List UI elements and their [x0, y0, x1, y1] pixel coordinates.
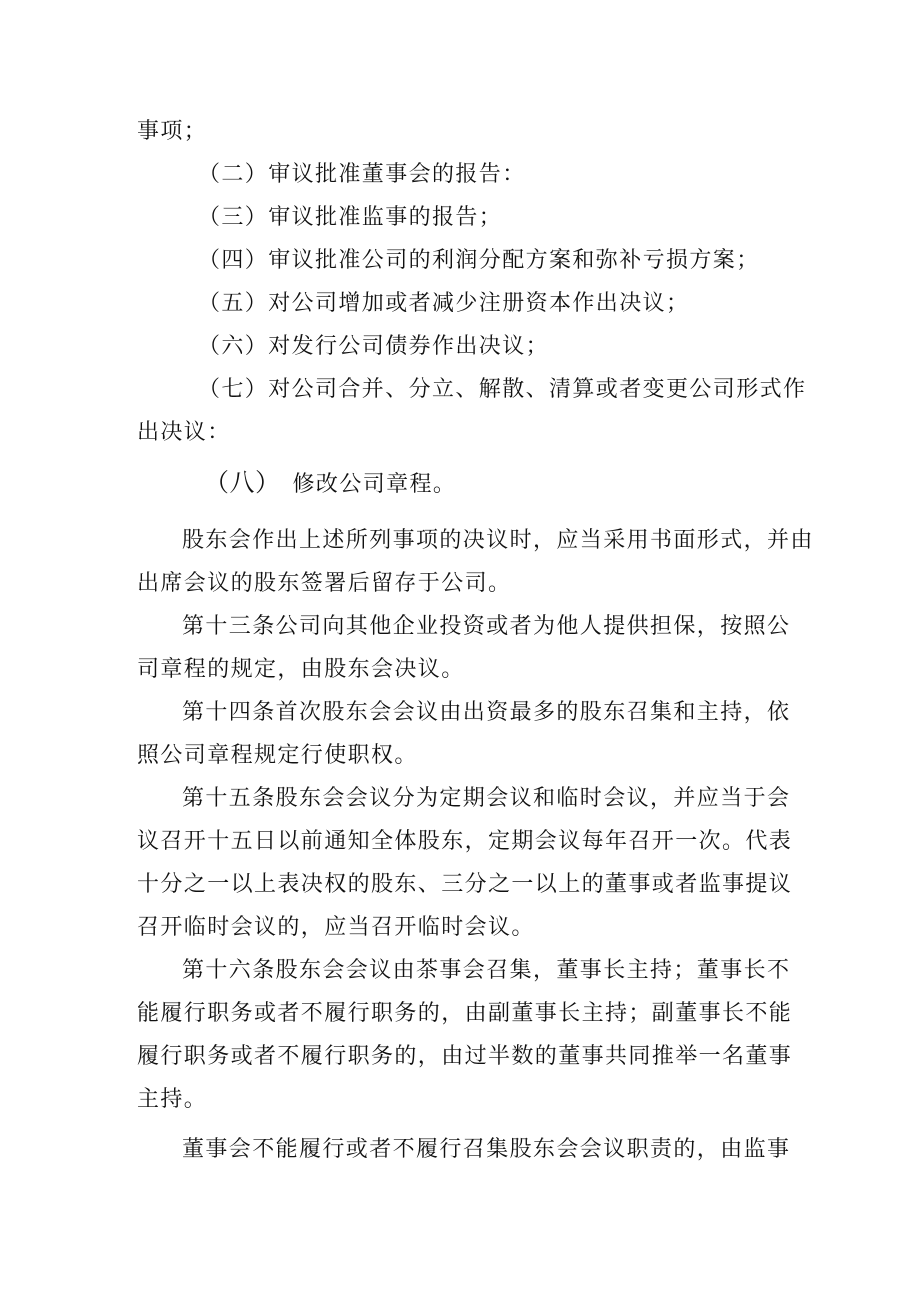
text-line: 第十六条股东会会议由茶事会召集，董事长主持；董事长不 — [182, 958, 791, 983]
text-line: 主持。 — [137, 1087, 208, 1112]
text-line: 照公司章程规定行使职权。 — [137, 743, 418, 768]
text-line: （六）对发行公司债券作出决议； — [198, 334, 550, 359]
text-line: 第十五条股东会会议分为定期会议和临时会议，并应当于会 — [182, 786, 791, 811]
text-line: 履行职务或者不履行职务的，由过半数的董事共同推举一名董事 — [137, 1044, 793, 1069]
list-item-8 — [204, 468, 456, 500]
text-line: （五）对公司增加或者减少注册资本作出决议； — [198, 291, 690, 316]
text-line: 出决议： — [137, 420, 231, 445]
text-line: （七）对公司合并、分立、解散、清算或者变更公司形式作 — [198, 377, 807, 402]
text-line: 事项； — [137, 119, 208, 144]
text-line: 股东会作出上述所列事项的决议时，应当采用书面形式，并由 — [182, 528, 814, 553]
text-line: （三）审议批准监事的报告； — [198, 205, 503, 230]
text-line: 第十四条首次股东会会议由出资最多的股东召集和主持，依 — [182, 700, 791, 725]
text-line: 十分之一以上表决权的股东、三分之一以上的董事或者监事提议 — [137, 872, 793, 897]
list-marker: （八） — [204, 468, 281, 497]
text-line: （二）审议批准董事会的报告： — [198, 162, 526, 187]
text-line: 修改公司章程。 — [292, 472, 457, 497]
text-line: 第十三条公司向其他企业投资或者为他人提供担保，按照公 — [182, 614, 791, 639]
text-line: 能履行职务或者不履行职务的，由副董事长主持；副董事长不能 — [137, 1001, 793, 1026]
text-line: 董事会不能履行或者不履行召集股东会会议职责的，由监事 — [182, 1137, 791, 1162]
text-line: 出席会议的股东签署后留存于公司。 — [137, 571, 512, 596]
text-line: 司章程的规定，由股东会决议。 — [137, 657, 465, 682]
text-line: 召开临时会议的，应当召开临时会议。 — [137, 915, 535, 940]
text-line: 议召开十五日以前通知全体股东，定期会议每年召开一次。代表 — [137, 829, 793, 854]
text-line: （四）审议批准公司的利润分配方案和弥补亏损方案； — [198, 248, 760, 273]
